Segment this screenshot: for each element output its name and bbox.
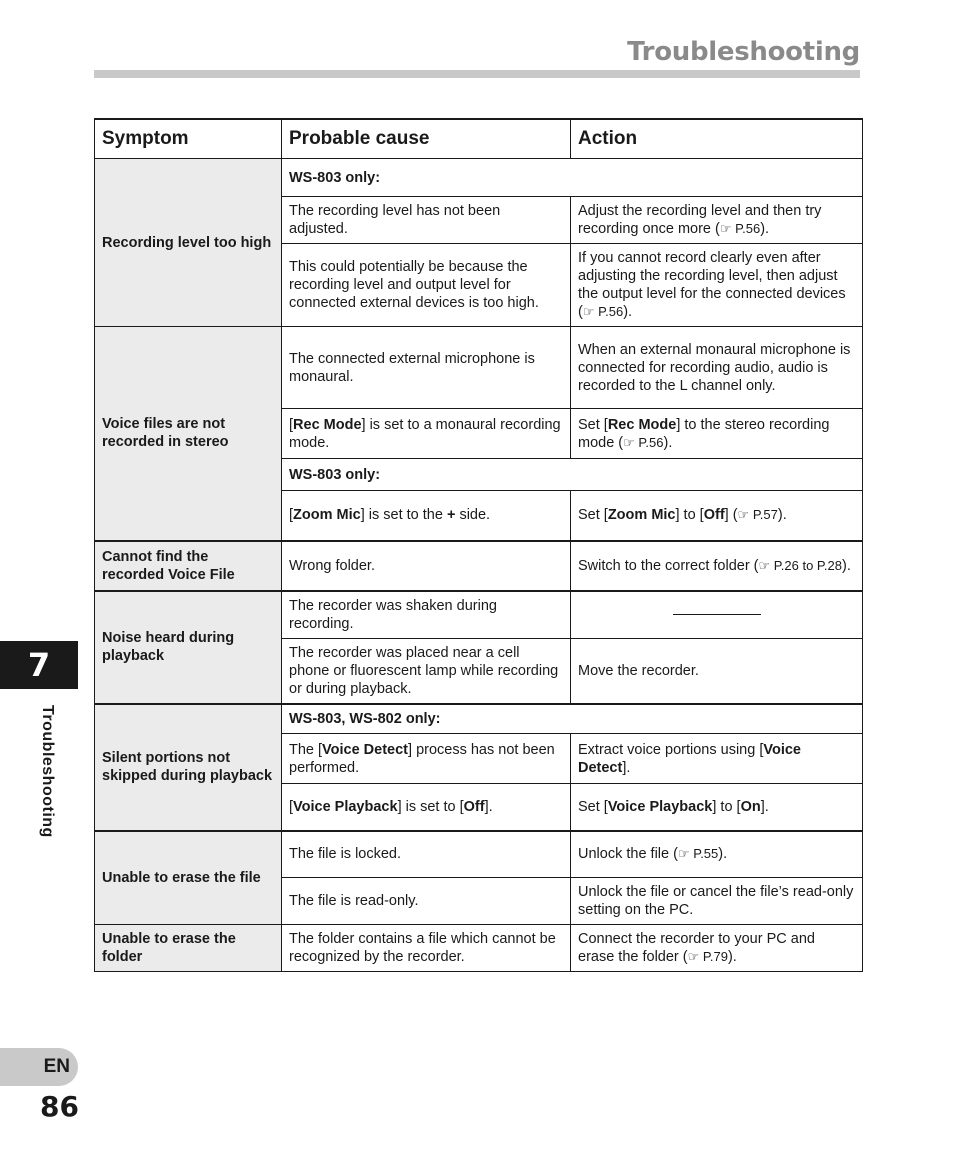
cause-cell: [Zoom Mic] is set to the + side. (282, 491, 571, 541)
action-cell: Switch to the correct folder (☞ P.26 to P.28). (571, 541, 863, 591)
cause-cell: The recorder was placed near a cell phone or fluorescent lamp while recording or during playback. (282, 638, 571, 704)
page-ref: ☞ P.79 (687, 949, 728, 964)
page-ref: ☞ P.56 (623, 434, 664, 450)
header-probable-cause: Probable cause (282, 119, 571, 159)
chapter-tab: 7 (0, 641, 78, 689)
action-cell: Move the recorder. (571, 638, 863, 704)
action-cell: Set [Zoom Mic] to [Off] (☞ P.57). (571, 491, 863, 541)
symptom-cell: Unable to erase the file (95, 831, 282, 925)
page-title: Troubleshooting (627, 37, 860, 67)
table-row (95, 327, 863, 409)
action-cell: Unlock the file or cancel the file’s read-only setting on the PC. (571, 878, 863, 925)
model-note: WS-803 only: (282, 459, 863, 491)
action-cell: Adjust the recording level and then try recording once more (☞ P.56). (571, 197, 863, 244)
symptom-cell: Recording level too high (95, 159, 282, 327)
symptom-cell: Voice files are not recorded in stereo (95, 327, 282, 541)
table-row (95, 159, 863, 197)
model-note: WS-803, WS-802 only: (282, 704, 863, 734)
cause-cell: [Rec Mode] is set to a monaural recording mode. (282, 409, 571, 459)
cause-cell: The recorder was shaken during recording. (282, 591, 571, 639)
cause-cell: [Voice Playback] is set to [Off]. (282, 784, 571, 831)
cause-cell: The folder contains a file which cannot be recognized by the recorder. (282, 925, 571, 972)
symptom-cell: Silent portions not skipped during playback (95, 704, 282, 831)
action-cell: Connect the recorder to your PC and erase the folder (☞ P.79). (571, 925, 863, 972)
action-cell: Extract voice portions using [Voice Detect]. (571, 734, 863, 784)
cause-cell: The file is read-only. (282, 878, 571, 925)
page-ref: ☞ P.56 (582, 304, 624, 319)
page-ref: ☞ P.26 to P.28 (758, 557, 842, 573)
blank-line (673, 614, 761, 615)
model-note: WS-803 only: (282, 159, 863, 197)
symptom-cell: Unable to erase the folder (95, 925, 282, 972)
table-row (95, 831, 863, 878)
troubleshooting-table (94, 118, 863, 972)
table-row (95, 541, 863, 591)
symptom-cell: Cannot find the recorded Voice File (95, 541, 282, 591)
action-cell: Set [Rec Mode] to the stereo recording mode (☞ P.56). (571, 409, 863, 459)
page-ref: ☞ P.57 (737, 507, 778, 523)
action-cell: If you cannot record clearly even after adjusting the recording level, then adjust the output level for the connected devices (☞ P.56). (571, 244, 863, 327)
cause-cell: The recording level has not been adjusted. (282, 197, 571, 244)
table-row (95, 704, 863, 734)
cause-cell: Wrong folder. (282, 541, 571, 591)
language-tab: EN (0, 1048, 78, 1086)
cause-cell: This could potentially be because the recording level and output level for connected external devices is too high. (282, 244, 571, 327)
cause-cell: The file is locked. (282, 831, 571, 878)
action-cell (571, 591, 863, 639)
chapter-label: Troubleshooting (39, 705, 56, 838)
cause-cell: The connected external microphone is monaural. (282, 327, 571, 409)
action-cell: Set [Voice Playback] to [On]. (571, 784, 863, 831)
table-row (95, 591, 863, 639)
symptom-cell: Noise heard during playback (95, 591, 282, 705)
action-cell: When an external monaural microphone is connected for recording audio, audio is recorded to the L channel only. (571, 327, 863, 409)
page-ref: ☞ P.56 (719, 221, 761, 236)
header-action: Action (571, 119, 863, 159)
title-rule (94, 70, 860, 78)
table-row (95, 925, 863, 972)
table-header-row (95, 119, 863, 159)
action-cell: Unlock the file (☞ P.55). (571, 831, 863, 878)
page-ref: ☞ P.55 (677, 846, 719, 862)
header-symptom: Symptom (95, 119, 282, 159)
page-number: 86 (40, 1090, 79, 1123)
cause-cell: The [Voice Detect] process has not been performed. (282, 734, 571, 784)
